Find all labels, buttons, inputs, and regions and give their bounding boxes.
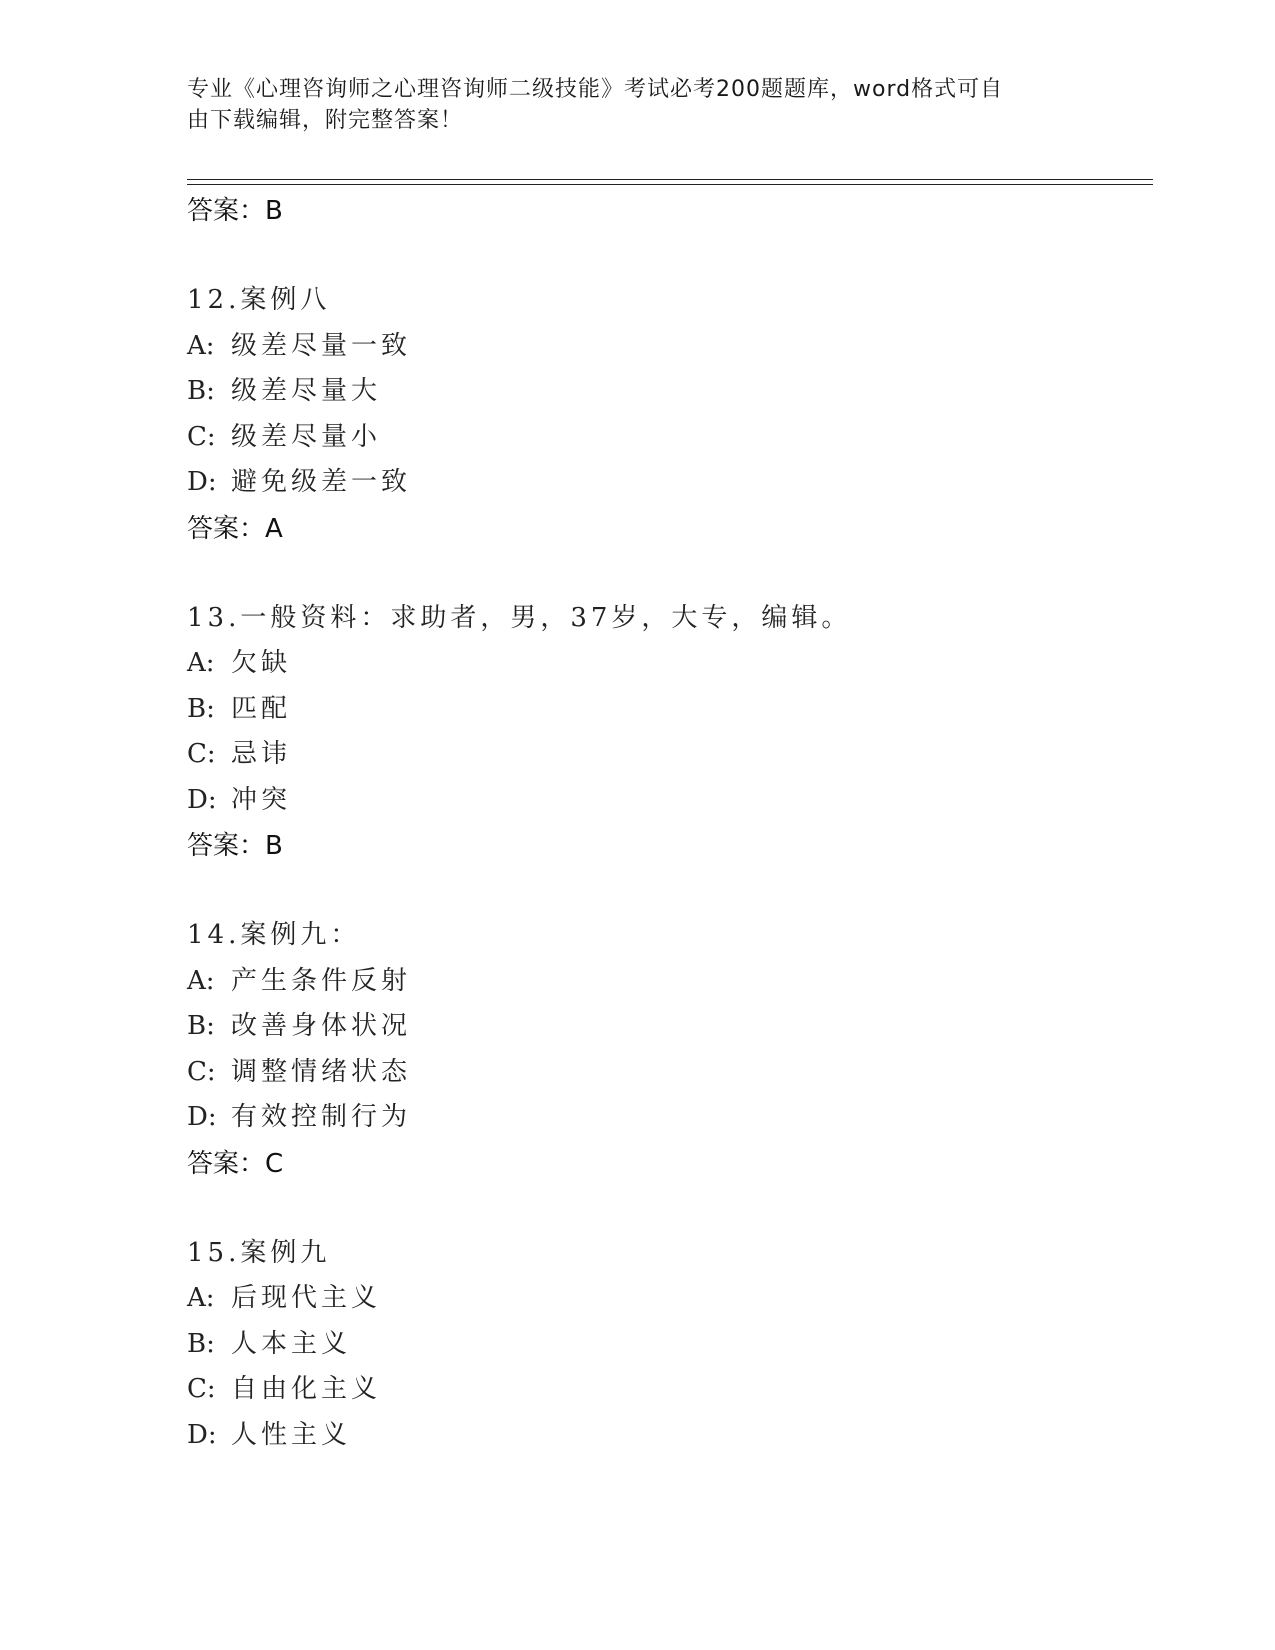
- option-letter: B:: [187, 376, 215, 406]
- spacer: [187, 234, 1153, 278]
- option-text: 忌讳: [231, 739, 292, 769]
- question-title: 13.一般资料：求助者，男，37岁，大专，编辑。: [187, 602, 852, 633]
- option-letter: A:: [187, 965, 215, 996]
- option-d: [187, 778, 1153, 824]
- option-text: 改善身体状况: [231, 1011, 412, 1041]
- option-letter: A:: [187, 648, 215, 678]
- option-text: 自由化主义: [231, 1374, 382, 1404]
- option-letter: B:: [187, 693, 215, 724]
- option-letter: C:: [187, 421, 216, 452]
- option-c: [187, 732, 1153, 778]
- option-a: [187, 324, 1153, 370]
- option-text: 匹配: [231, 693, 292, 724]
- option-text: 避免级差一致: [231, 467, 412, 497]
- spacer: [187, 1187, 1153, 1231]
- answer: 答案：B: [187, 831, 283, 861]
- answer-q11: 答案：B: [187, 196, 283, 226]
- option-letter: C:: [187, 739, 216, 769]
- header-line-1: 专业《心理咨询师之心理咨询师二级技能》考试必考200题题库，word格式可自: [187, 77, 1004, 102]
- option-letter: B:: [187, 1328, 215, 1359]
- question-14: [187, 913, 1153, 1187]
- option-letter: C:: [187, 1056, 216, 1087]
- spacer: [187, 552, 1153, 596]
- option-text: 有效控制行为: [231, 1102, 412, 1132]
- spacer: [187, 869, 1153, 913]
- option-text: 欠缺: [231, 648, 292, 678]
- question-13: [187, 596, 1153, 870]
- option-text: 人性主义: [231, 1419, 352, 1450]
- option-letter: C:: [187, 1374, 216, 1404]
- header-rule-bottom: [187, 184, 1153, 185]
- header-line-2: 由下载编辑，附完整答案！: [187, 108, 464, 133]
- question-15: [187, 1231, 1153, 1459]
- option-letter: A:: [187, 330, 215, 361]
- option-text: 调整情绪状态: [231, 1056, 412, 1087]
- option-text: 级差尽量小: [231, 421, 382, 452]
- option-letter: D:: [187, 1102, 217, 1132]
- option-b: [187, 1004, 1153, 1050]
- option-letter: A:: [187, 1283, 215, 1313]
- header-rule-top: [187, 179, 1153, 180]
- question-title: 14.案例九：: [187, 920, 361, 950]
- question-title: 15.案例九: [187, 1237, 331, 1268]
- question-title: 12.案例八: [187, 285, 331, 315]
- option-letter: D:: [187, 467, 217, 497]
- option-letter: B:: [187, 1011, 215, 1041]
- option-d: [187, 1413, 1153, 1459]
- option-text: 冲突: [231, 784, 292, 815]
- option-c: [187, 1367, 1153, 1413]
- document-header: [187, 74, 1067, 136]
- option-text: 级差尽量一致: [231, 330, 412, 361]
- option-letter: D:: [187, 1419, 217, 1450]
- question-list: [187, 188, 1153, 1458]
- answer: 答案：A: [187, 513, 283, 544]
- option-b: [187, 687, 1153, 733]
- option-c: [187, 415, 1153, 461]
- answer: 答案：C: [187, 1148, 284, 1179]
- option-text: 人本主义: [231, 1328, 352, 1359]
- question-12: [187, 278, 1153, 552]
- option-text: 产生条件反射: [231, 965, 412, 996]
- option-d: [187, 460, 1153, 506]
- option-a: [187, 1276, 1153, 1322]
- option-a: [187, 641, 1153, 687]
- option-text: 后现代主义: [231, 1283, 382, 1313]
- option-text: 级差尽量大: [231, 376, 382, 406]
- option-b: [187, 369, 1153, 415]
- option-a: [187, 959, 1153, 1005]
- option-d: [187, 1095, 1153, 1141]
- option-c: [187, 1050, 1153, 1096]
- option-b: [187, 1322, 1153, 1368]
- option-letter: D:: [187, 784, 217, 815]
